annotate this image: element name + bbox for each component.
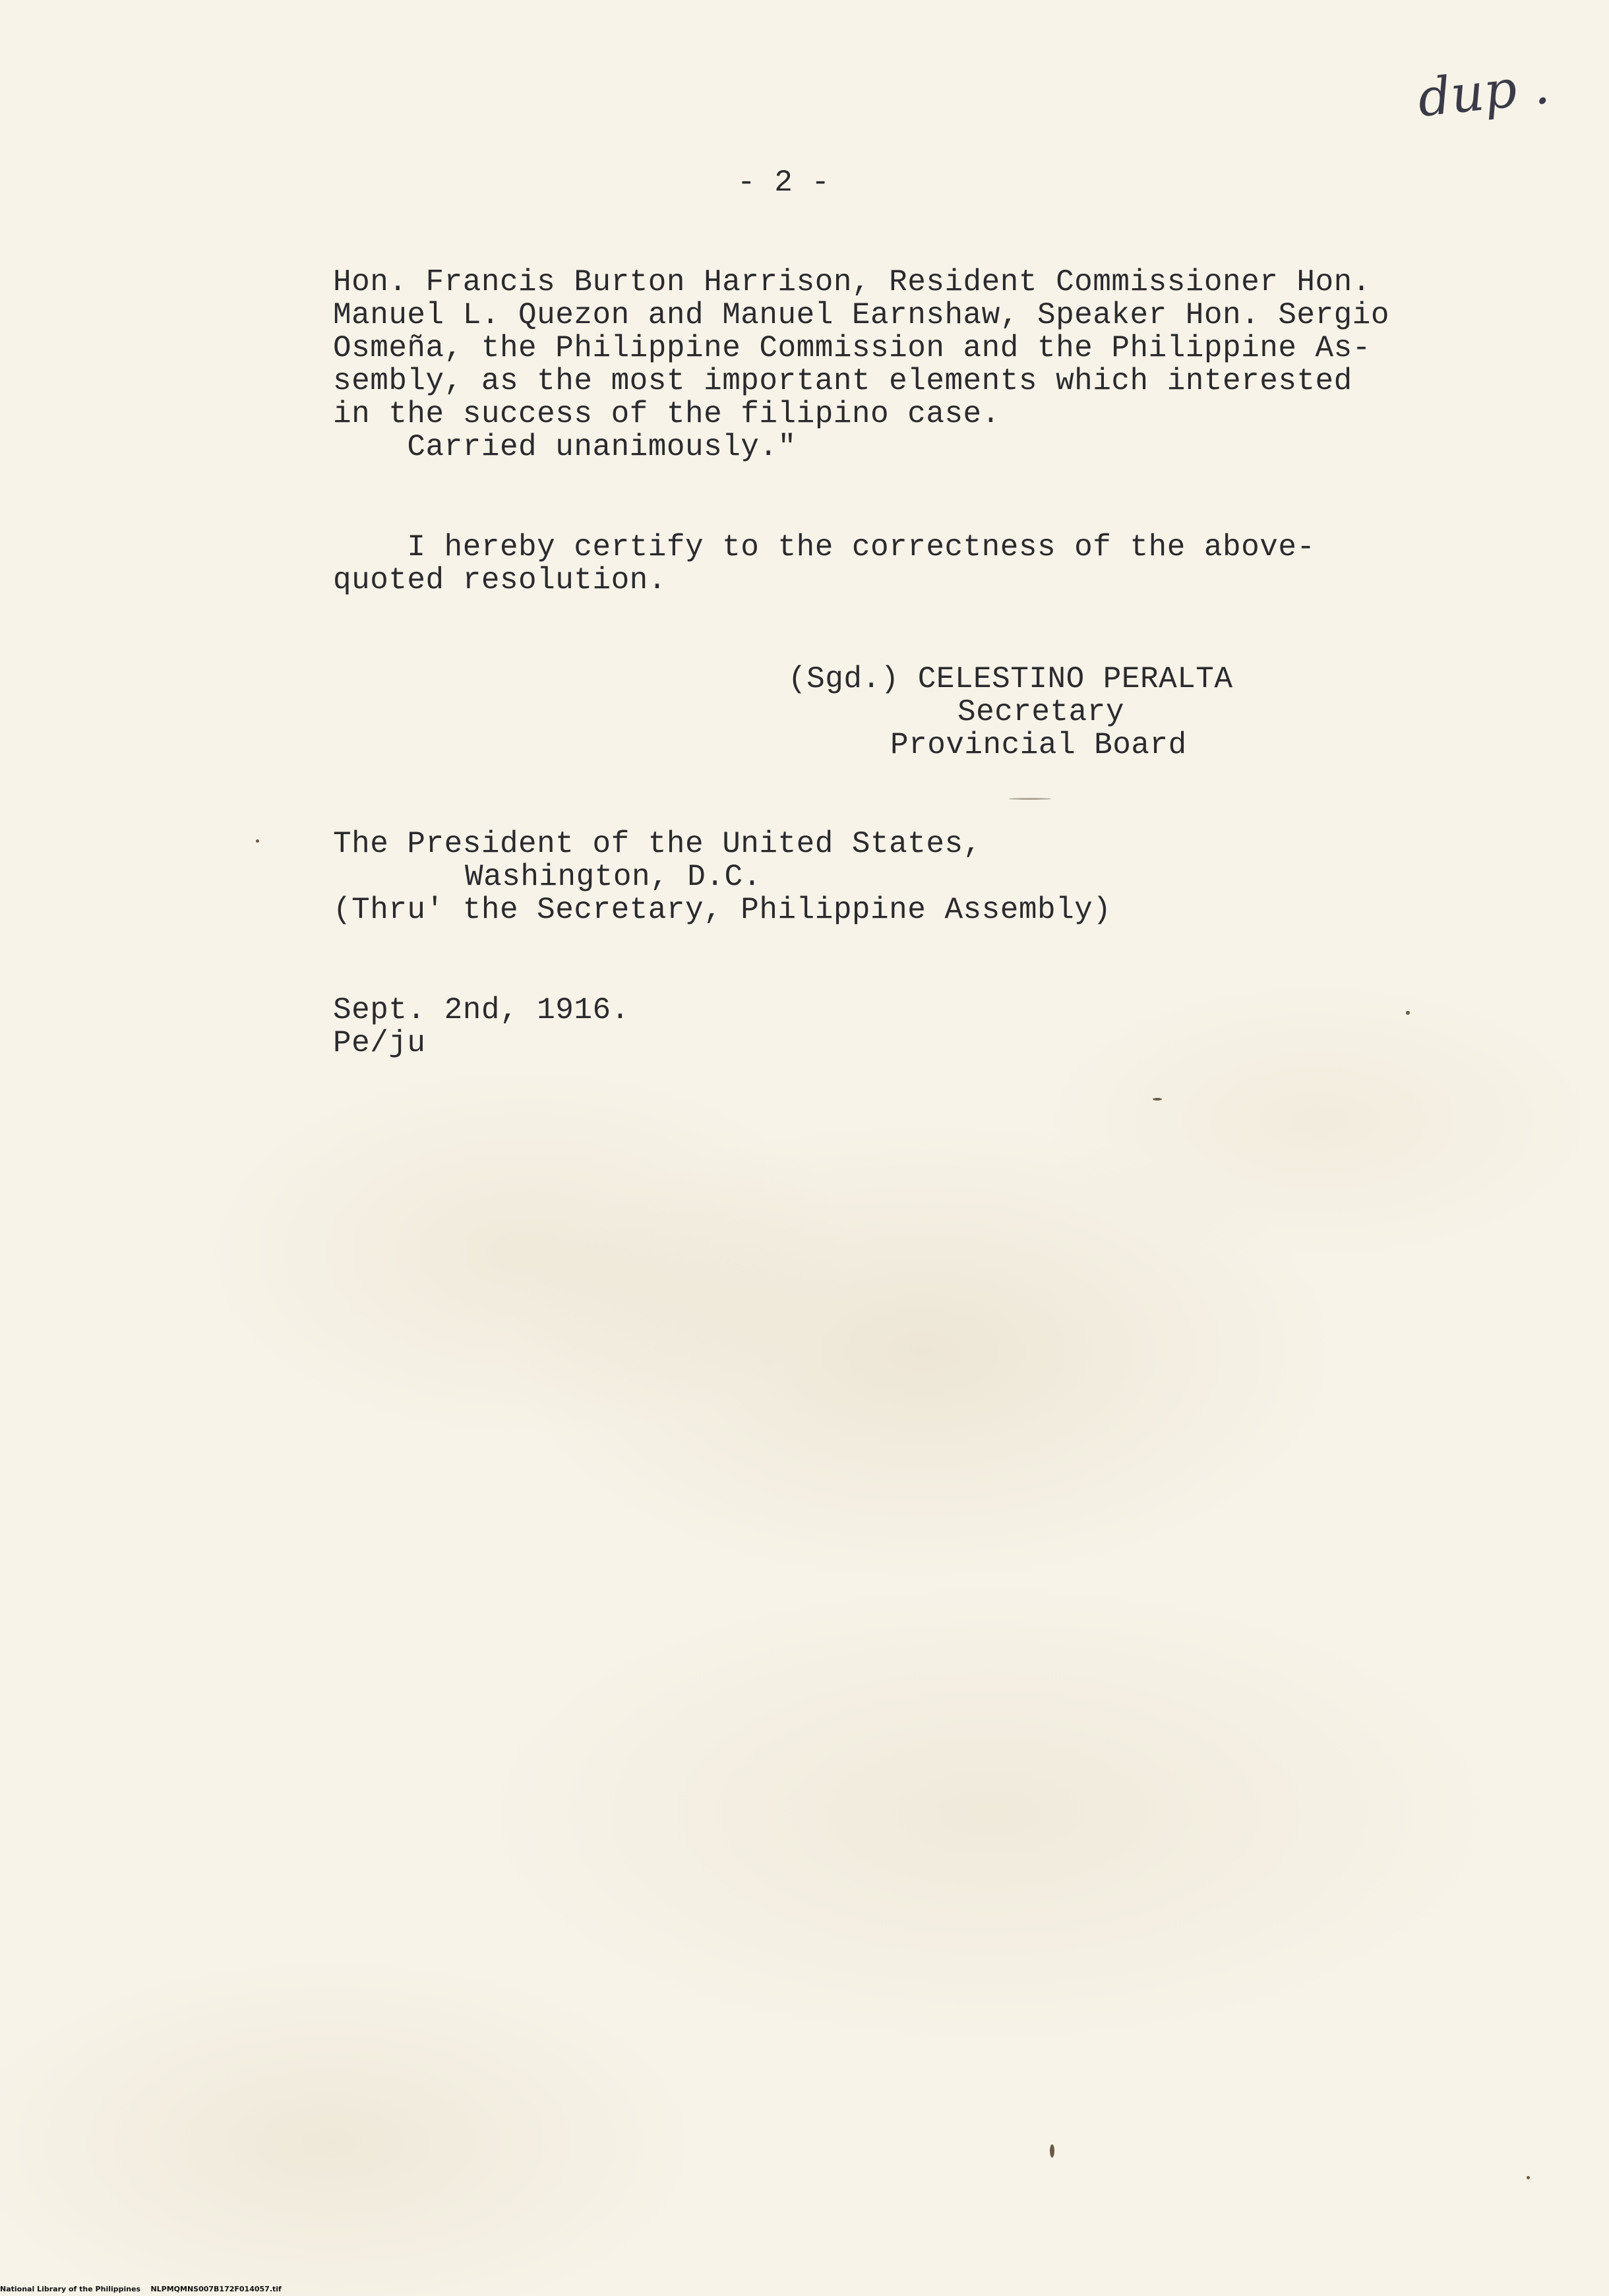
- body-line: Hon. Francis Burton Harrison, Resident Commissioner Hon.: [333, 265, 1371, 299]
- page-number: - 2 -: [737, 166, 830, 200]
- handwritten-note: dup .: [1414, 55, 1552, 129]
- body-line: in the success of the filipino case.: [333, 397, 1000, 431]
- footer-file-id: NLPMQMNS007B172F014057.tif: [150, 2285, 282, 2293]
- body-line: Carried unanimously.": [333, 430, 797, 464]
- body-line: Osmeña, the Philippine Commission and the Philippine As-: [333, 331, 1371, 365]
- footer-institution: National Library of the Philippines: [0, 2285, 141, 2293]
- reference-initials: Pe/ju: [333, 1026, 426, 1060]
- body-line: Manuel L. Quezon and Manuel Earnshaw, Speaker Hon. Sergio: [333, 298, 1389, 332]
- paper-speck: [1050, 2144, 1054, 2158]
- paper-speck: [1009, 798, 1051, 800]
- certification-line: I hereby certify to the correctness of the above-: [333, 530, 1316, 564]
- scan-footer: [0, 2285, 282, 2293]
- signatory-office: Provincial Board: [890, 728, 1187, 762]
- addressee-line: The President of the United States,: [333, 827, 982, 861]
- addressee-line: (Thru' the Secretary, Philippine Assembly): [333, 893, 1112, 927]
- signed-name: (Sgd.) CELESTINO PERALTA: [788, 662, 1233, 696]
- addressee-line: Washington, D.C.: [465, 860, 762, 894]
- paper-speck: [1406, 1011, 1410, 1015]
- body-line: sembly, as the most important elements which interested: [333, 364, 1352, 398]
- paper-speck: [256, 839, 259, 843]
- date-line: Sept. 2nd, 1916.: [333, 993, 630, 1027]
- signatory-title: Secretary: [957, 695, 1124, 729]
- paper-speck: [1153, 1098, 1162, 1101]
- certification-line: quoted resolution.: [333, 563, 667, 597]
- paper-speck: [1527, 2176, 1530, 2179]
